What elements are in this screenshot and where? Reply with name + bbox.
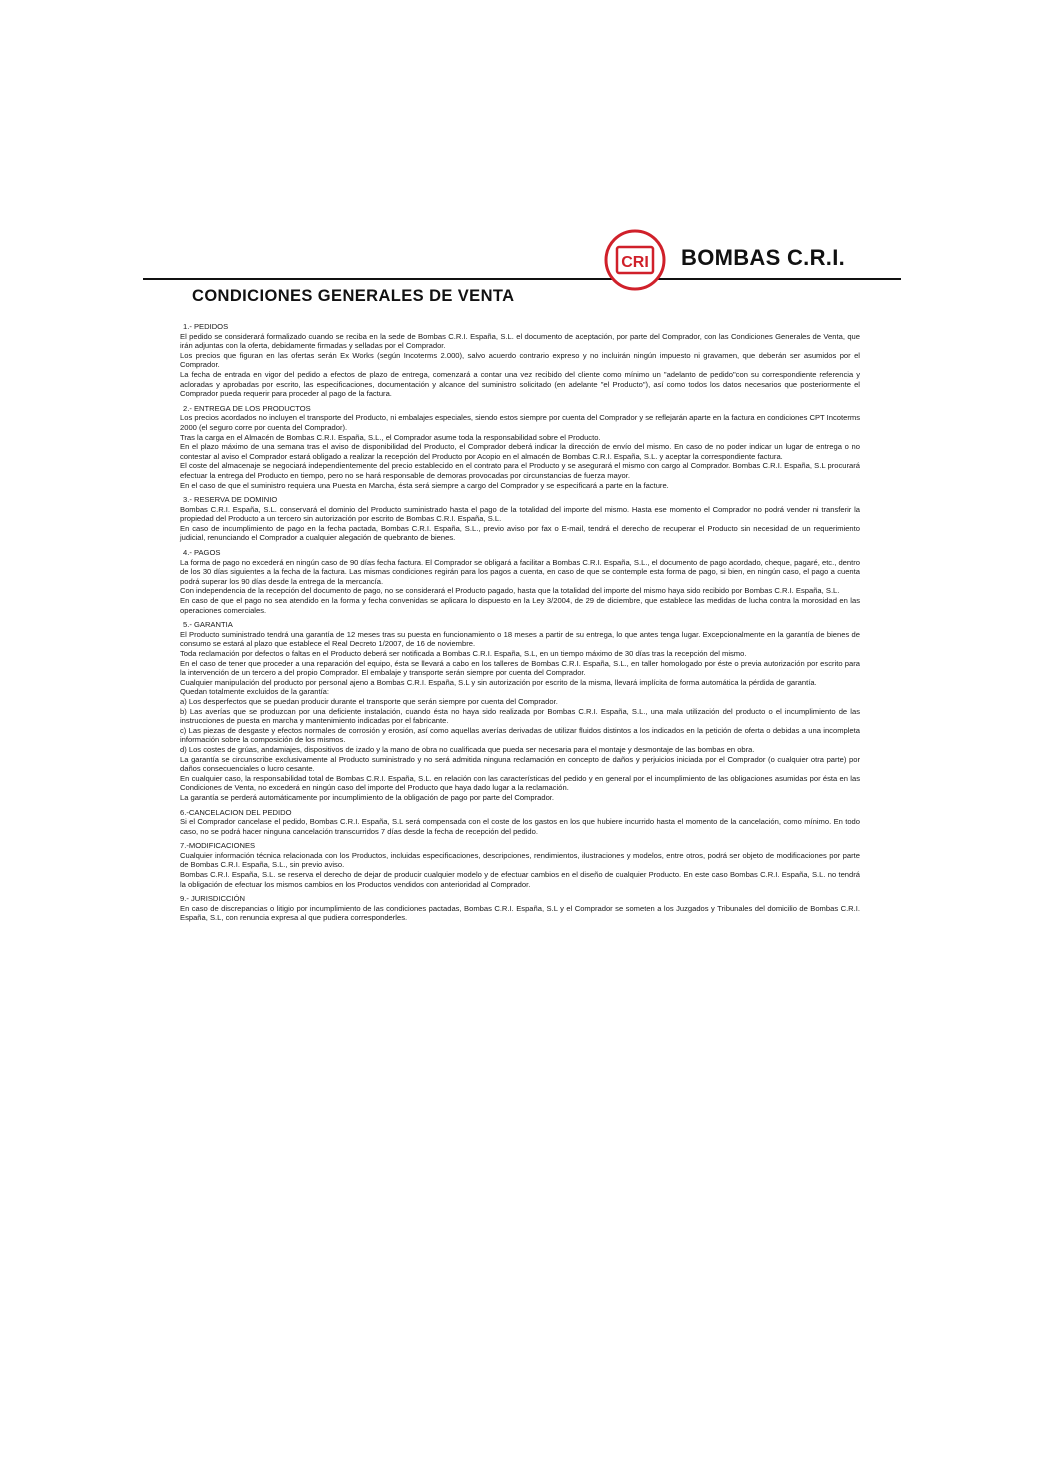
section-title: 1.- PEDIDOS [183, 322, 229, 331]
section-paragraph: Si el Comprador cancelase el pedido, Bombas C.R.I. España, S.L será compensada con el coste de los gastos en los que hubiere incurrido hasta el momento de la cancelación, como mínimo. En todo caso, no se podrá hacer ninguna cancelación transcurridos 7 días desde la fecha de recepción del pedido. [180, 817, 860, 836]
section-paragraph: b) Las averías que se produzcan por una deficiente instalación, cuando ésta no haya sido realizada por Bombas C.R.I. España, S.L., una mala utilización del producto o el incumplimiento de las instrucciones de puesta en marcha y mantenimiento indicadas por el fabricante. [180, 706, 860, 726]
section-title: 3.- RESERVA DE DOMINIO [183, 495, 278, 505]
section [180, 404, 860, 490]
section-paragraph: a) Los desperfectos que se puedan producir durante el transporte que serán siempre por cuenta del Comprador. [180, 696, 558, 706]
section-paragraph: Bombas C.R.I. España, S.L. se reserva el derecho de dejar de producir cualquier modelo y de efectuar cambios en el diseño de cualquier Producto. En este caso Bombas C.R.I. España, S.L. no tendrá la obligación de efectuar los mismos cambios en los Productos vendidos con anterioridad al Comprador. [180, 870, 860, 889]
section-paragraph: d) Los costes de grúas, andamiajes, dispositivos de izado y la mano de obra no cualificada que pueda ser necesaria para el montaje y desmontaje de las bombas en obra. [180, 744, 755, 754]
section-paragraph: La fecha de entrada en vigor del pedido a efectos de plazo de entrega, comenzará a contar una vez recibido del cliente como mínimo un "adelanto de pedido"con su correspondiente referencia y acloradas y aprobadas por escrito, las especificaciones, documentación y alcance del suministro solicitado (en adelante "el Producto"), así como todos los datos necesarios que posteriormente el Comprador pueda requerir para proceder al pago de la factura. [180, 369, 860, 399]
section-paragraph: En caso de discrepancias o litigio por incumplimiento de las condiciones pactadas, Bombas C.R.I. España, S.L y el Comprador se someten a los Juzgados y Tribunales del domicilio de Bombas C.R.I. España, S.L, con renuncia expresa al que pudiera corresponderles. [180, 903, 860, 923]
section [180, 322, 860, 399]
section [180, 894, 860, 923]
section-title: 4.- PAGOS [183, 548, 221, 558]
section-paragraph: En el caso de tener que proceder a una reparación del equipo, ésta se llevará a cabo en los talleres de Bombas C.R.I. España, S.L., en taller homologado por éste o previa autorización por escrito para la intervención de un tercero a del propio Comprador. El embalaje y transporte serán siempre por cuenta del Comprador. [180, 658, 860, 678]
section-paragraph: La garantía se perderá automáticamente por incumplimiento de la obligación de pago por parte del Comprador. [180, 792, 555, 802]
section [180, 841, 860, 889]
section-title: 5.- GARANTIA [183, 620, 233, 630]
brand-name: BOMBAS C.R.I. [675, 245, 851, 271]
section-paragraph: Cualquier información técnica relacionada con los Productos, incluidas especificaciones, descripciones, rendimientos, ilustraciones y modelos, entre otros, podrá ser objeto de modificaciones por parte de Bombas C.R.I. España, S.L., sin previo aviso. [180, 850, 860, 870]
section-paragraph: Bombas C.R.I. España, S.L. conservará el dominio del Producto suministrado hasta el pago de la totalidad del importe del mismo. Hasta ese momento el Comprador no podrá vender ni transferir la propiedad del Producto a un tercero sin autorización por escrito de Bombas C.R.I. España, S.L. [180, 504, 860, 524]
section [180, 620, 860, 802]
section-paragraph: La forma de pago no excederá en ningún caso de 90 días fecha factura. El Comprador se obligará a facilitar a Bombas C.R.I. España, S.L., el documento de pago acordado, cheque, pagaré, etc., dentro de los 30 días siguientes a la fecha de la factura. Las mismas condiciones regirán para los pagos a cuenta, en caso de que se contemple esta forma de pago, si bien, en ningún caso, el pago a cuenta podrá superar los 90 días desde la entrega de la mercancía. [180, 557, 860, 586]
document-body [180, 322, 860, 928]
logo-lettering: CRI [621, 254, 649, 271]
section [180, 495, 860, 543]
document-title: CONDICIONES GENERALES DE VENTA [192, 287, 515, 305]
section-paragraph: En cualquier caso, la responsabilidad total de Bombas C.R.I. España, S.L. en relación con las características del pedido y en general por el incumplimiento de las obligaciones asumidas por ésta en las Condiciones de Venta, no excederá en ningún caso del importe del Producto que haya dado lugar a la reclamación. [180, 773, 860, 793]
section-paragraph: Toda reclamación por defectos o faltas en el Producto deberá ser notificada a Bombas C.R.I. España, S.L, en un tiempo máximo de 30 días tras la recepción del mismo. [180, 649, 747, 658]
section-paragraph: El coste del almacenaje se negociará independientemente del precio establecido en el contrato para el Producto y se asegurará el mismo con cargo al Comprador. Bombas C.R.I. España, S.L procurará efectuar la entrega del Producto en tiempo, pero no se hará responsable de demoras provocadas por circunstancias de fuerza mayor. [180, 461, 860, 480]
header-rule [143, 278, 901, 280]
section-title: 6.-CANCELACION DEL PEDIDO [180, 807, 292, 817]
section-paragraph: Cualquier manipulación del producto por personal ajeno a Bombas C.R.I. España, S.L y sin autorización por escrito de la misma, llevará implícita de forma automática la pérdida de garantía. [180, 677, 817, 687]
section-paragraph: Los precios que figuran en las ofertas serán Ex Works (según Incoterms 2.000), salvo acuerdo contrario expreso y no incluirán ningún impuesto ni gravamen, que deberán ser asumidos por el Comprador. [180, 350, 860, 370]
section [180, 808, 860, 837]
cri-logo [603, 228, 667, 292]
section [180, 548, 860, 615]
section-title: 9.- JURISDICCIÓN [180, 894, 245, 904]
section-paragraph: El Producto suministrado tendrá una garantía de 12 meses tras su puesta en funcionamiento o 18 meses a partir de su entrega, lo que antes tenga lugar. Excepcionalmente en la garantía de bienes de consumo se estará al plazo que establece el Real Decreto 1/2007, de 16 de noviembre. [180, 629, 860, 649]
section-paragraph: Tras la carga en el Almacén de Bombas C.R.I. España, S.L., el Comprador asume toda la responsabilidad sobre el Producto. [180, 432, 601, 442]
section-paragraph: En caso de incumplimiento de pago en la fecha pactada, Bombas C.R.I. España, S.L., previo aviso por fax o E-mail, tendrá el derecho de recuperar el Producto sin necesidad de un requerimiento judicial, renunciando el Comprador a cualquier alegación de quebranto de bienes. [180, 523, 860, 543]
section-paragraph: En el caso de que el suministro requiera una Puesta en Marcha, ésta será siempre a cargo del Comprador y se especificará a parte en la facture. [180, 480, 669, 490]
section-paragraph: En el plazo máximo de una semana tras el aviso de disponibilidad del Producto, el Comprador deberá indicar la dirección de envío del mismo. En caso de no poder indicar un lugar de entrega o no contestar al aviso el Comprador estará obligado a realizar la recepción del Producto por Acopio en el almacén de Bombas C.R.I. España, S.L. y aceptar la correspondiente factura. [180, 442, 860, 461]
section-paragraph: La garantía se circunscribe exclusivamente al Producto suministrado y no será admitida ninguna reclamación en concepto de daños y perjuicios iniciada por el Comprador (o cualquier otra parte) por daños consecuenciales o lucro cesante. [180, 754, 860, 774]
section-paragraph: c) Las piezas de desgaste y efectos normales de corrosión y erosión, así como aquellas averías derivadas de utilizar fluidos distintos a los indicados en la petición de oferta o debidas a una incompleta información sobre la composición de los mismos. [180, 725, 860, 745]
section-title: 2.- ENTREGA DE LOS PRODUCTOS [183, 403, 311, 413]
section-paragraph: El pedido se considerará formalizado cuando se reciba en la sede de Bombas C.R.I. España, S.L. el documento de aceptación, por parte del Comprador, con las Condiciones Generales de Venta, que irán adjuntas con la oferta, debidamente firmadas y selladas por el Comprador. [180, 331, 860, 351]
section-paragraph: Los precios acordados no incluyen el transporte del Producto, ni embalajes especiales, siendo estos siempre por cuenta del Comprador y se reflejarán aparte en la factura en condiciones CPT Incoterms 2000 (el seguro corre por cuenta del Comprador). [180, 413, 860, 432]
section-title: 7.-MODIFICACIONES [180, 841, 256, 851]
section-paragraph: Con independencia de la recepción del documento de pago, no se considerará el Producto pagado, hasta que la totalidad del importe del mismo haya sido recibido por Bombas C.R.I. España, S.L. [180, 586, 840, 596]
section-paragraph: Quedan totalmente excluidos de la garantía: [180, 687, 330, 697]
section-paragraph: En caso de que el pago no sea atendido en la forma y fecha convenidas se aplicara lo dispuesto en la Ley 3/2004, de 29 de diciembre, que establece las medidas de lucha contra la morosidad en las operaciones comerciales. [180, 596, 860, 615]
